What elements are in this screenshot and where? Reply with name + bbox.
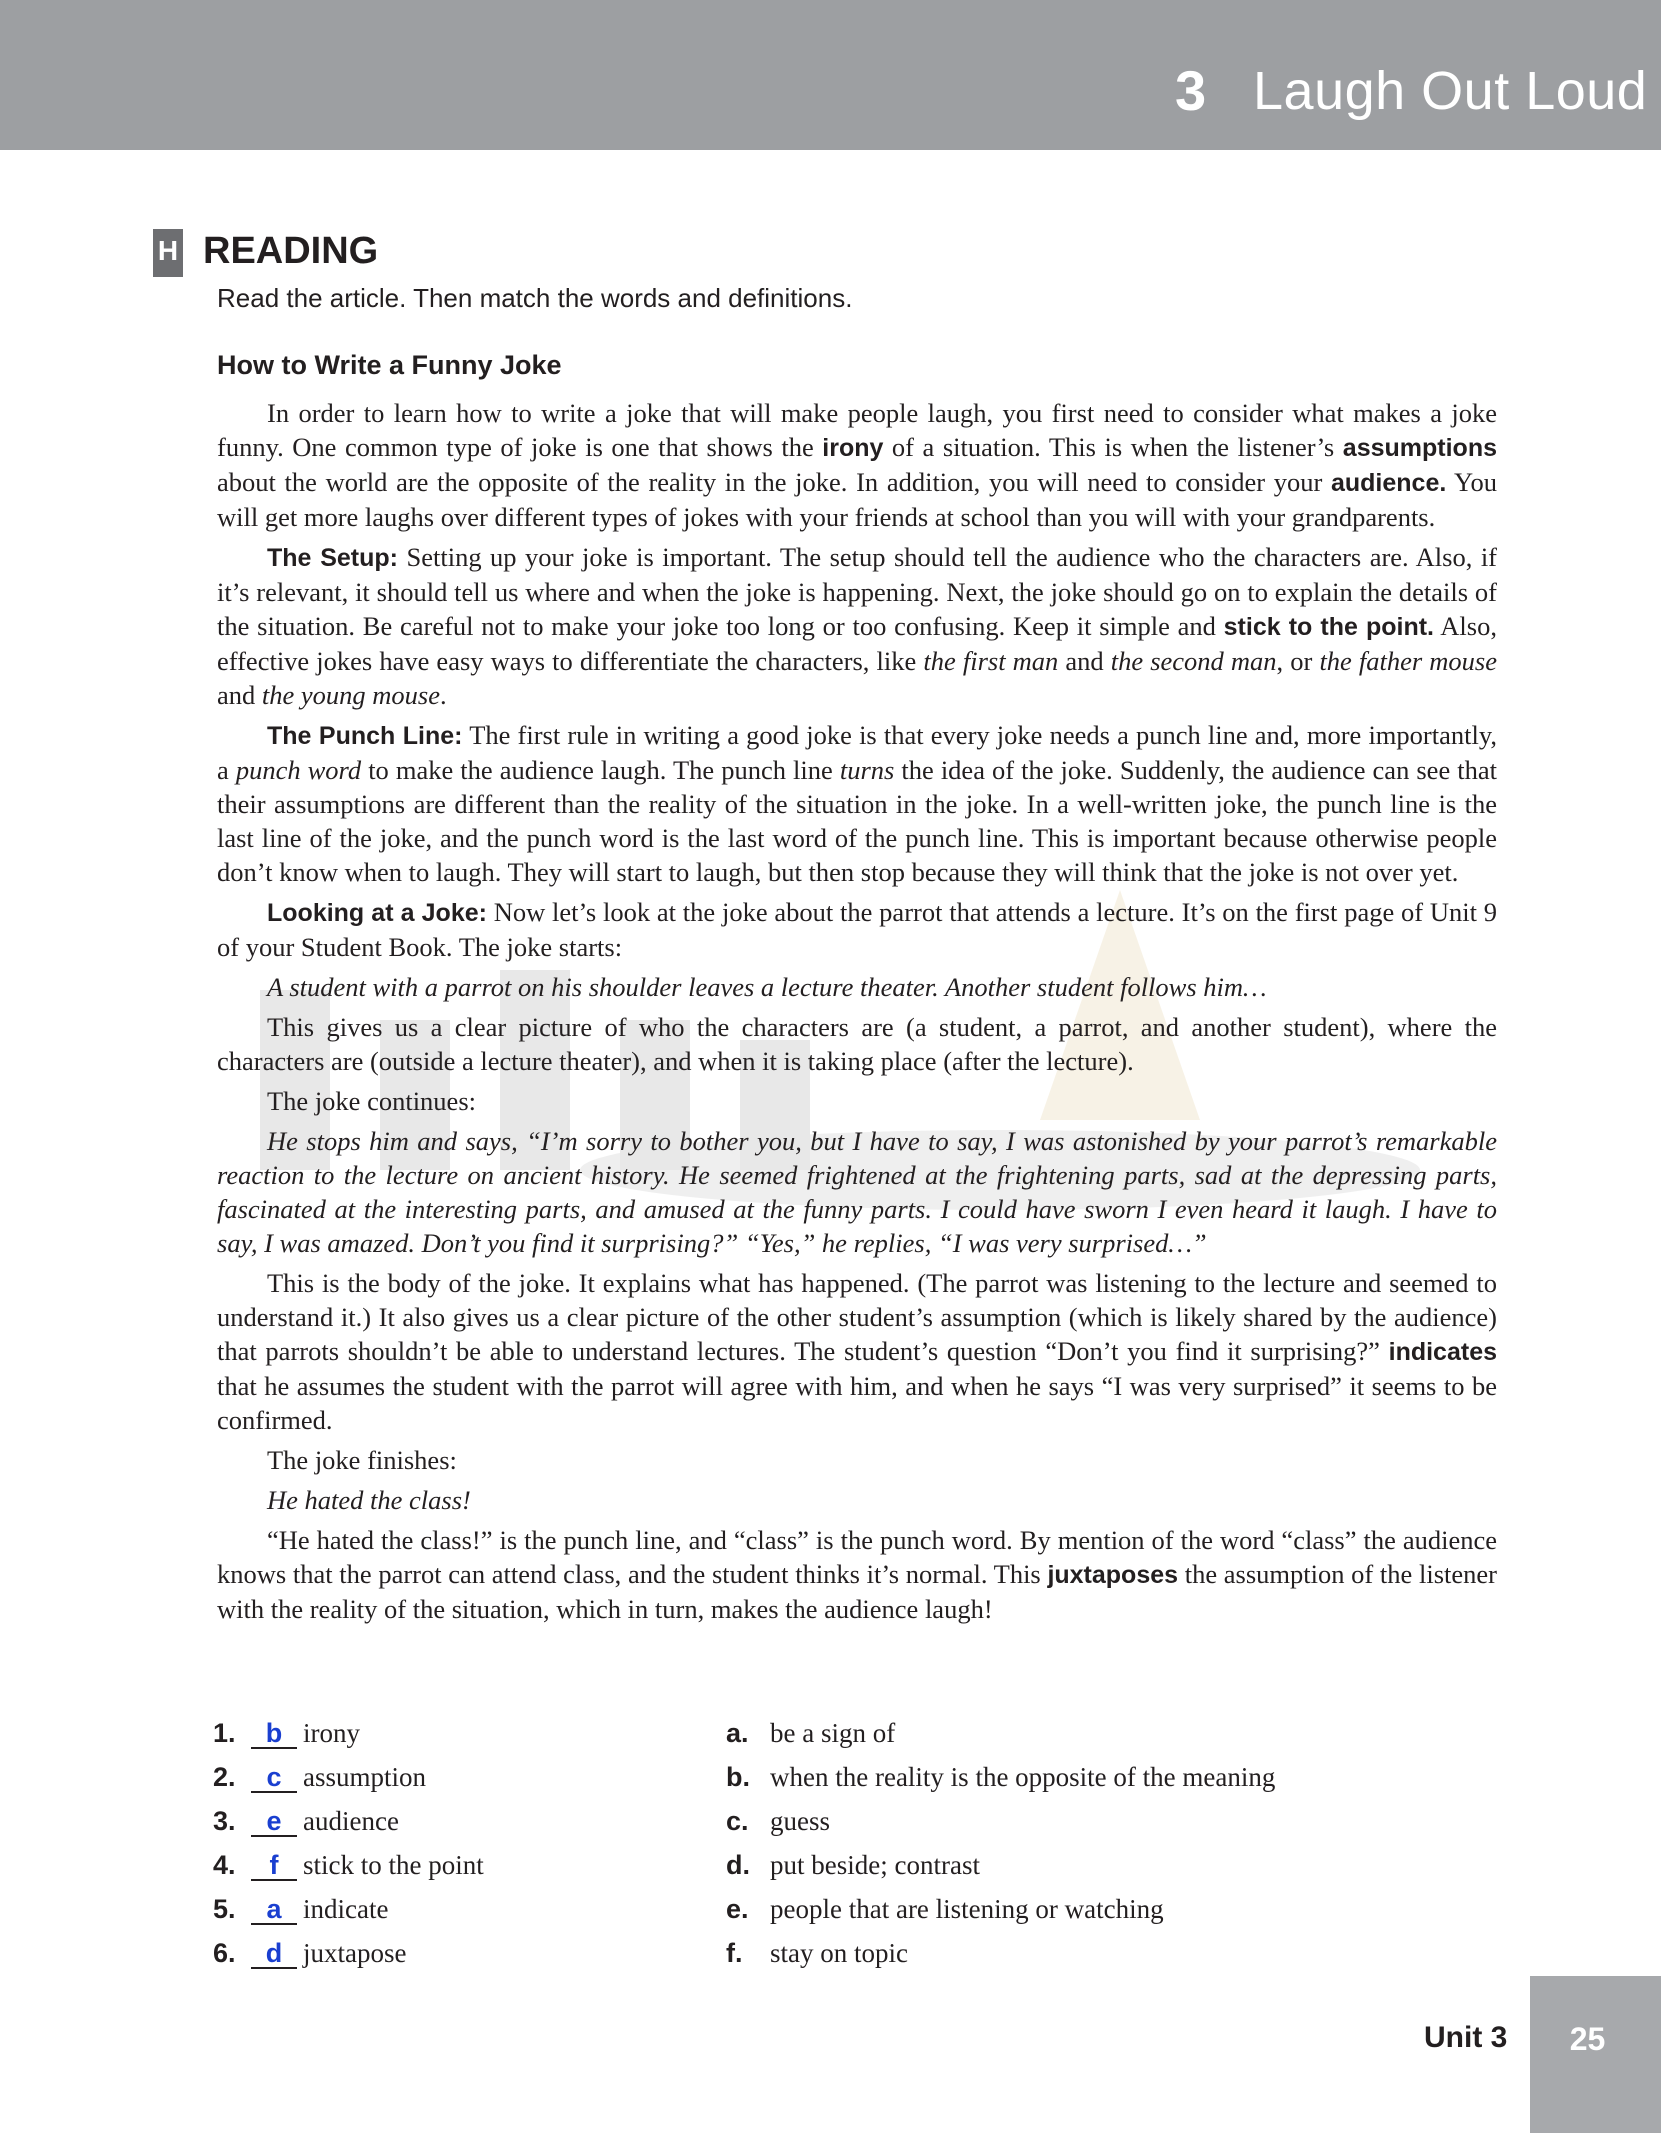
- item-number: 1.: [213, 1718, 236, 1748]
- vocab-word: indicate: [303, 1894, 389, 1924]
- text: the father mouse: [1319, 646, 1498, 676]
- definition-text: people that are listening or watching: [770, 1894, 1164, 1924]
- definition-letter: a.: [726, 1718, 749, 1748]
- vocab-irony: irony: [822, 434, 884, 462]
- text: turns: [839, 755, 895, 785]
- matching-definitions: [726, 1718, 1275, 1982]
- text: and: [1058, 646, 1111, 676]
- paragraph-conclusion: [217, 1523, 1497, 1626]
- answer-blank[interactable]: d: [251, 1939, 297, 1969]
- text: The first rule in writing a good joke is that every joke needs a punch line and, more importantly, a: [217, 720, 1497, 785]
- text: Also, effective jokes have easy ways to differentiate the characters, like: [217, 611, 1497, 676]
- vocab-indicates: indicates: [1388, 1338, 1497, 1366]
- subheading-setup: The Setup:: [267, 544, 399, 572]
- text: the idea of the joke. Suddenly, the audience can see that their assumptions are different than the reality of the situation in the joke. In a well-written joke, the punch line is the last line of the joke, and the punch word is the last word of the punch line. This is important because otherwise people don’t know when to laugh. They will start to laugh, but then stop because they will think that the joke is not over yet.: [217, 755, 1497, 887]
- list-item: [213, 1806, 484, 1850]
- list-item: [213, 1718, 484, 1762]
- text: punch word: [235, 755, 362, 785]
- article-title: How to Write a Funny Joke: [217, 350, 562, 380]
- list-item: [213, 1894, 484, 1938]
- list-item: [726, 1806, 1275, 1850]
- list-item: [726, 1938, 1275, 1982]
- text: Now let’s look at the joke about the parrot that attends a lecture. It’s on the first page of Unit 9 of your Student Book. The joke starts:: [217, 897, 1498, 962]
- list-item: [726, 1850, 1275, 1894]
- vocab-assumptions: assumptions: [1342, 434, 1497, 462]
- text: .: [440, 680, 447, 710]
- text: the second man: [1110, 646, 1277, 676]
- paragraph-punch-line: [217, 718, 1497, 889]
- item-number: 3.: [213, 1806, 236, 1836]
- definition-letter: e.: [726, 1894, 749, 1924]
- subheading-looking-at-joke: Looking at a Joke:: [267, 899, 487, 927]
- list-item: [213, 1762, 484, 1806]
- section-letter-badge: H: [153, 229, 183, 277]
- vocab-word: audience: [303, 1806, 399, 1836]
- joke-quote-body: He stops him and says, “I’m sorry to bother you, but I have to say, I was astonished by your parrot’s remarkable reaction to the lecture on ancient history. He seemed frightened at the frightening parts, sad at the depressing parts, fascinated at the interesting parts, and amused at the funny parts. I could have sworn I even heard it laugh. I have to say, I was amazed. Don’t you find it surprising?” “Yes,” he replies, “I was very surprised…”: [217, 1126, 1497, 1258]
- answer-blank[interactable]: c: [251, 1763, 297, 1793]
- paragraph-looking-at-joke: [217, 895, 1497, 964]
- vocab-audience: audience.: [1330, 469, 1447, 497]
- item-number: 4.: [213, 1850, 236, 1880]
- definition-text: when the reality is the opposite of the meaning: [770, 1762, 1276, 1792]
- article-body: [217, 396, 1497, 1632]
- paragraph-characters: This gives us a clear picture of who the characters are (a student, a parrot, and another student), where the characters are (outside a lecture theater), and when it is taking place (after the lecture).: [217, 1012, 1497, 1076]
- vocab-word: irony: [303, 1718, 360, 1748]
- text: about the world are the opposite of the reality in the joke. In addition, you will need to consider your: [217, 467, 1331, 497]
- vocab-word: assumption: [303, 1762, 427, 1792]
- paragraph-intro: [217, 396, 1497, 534]
- footer-unit-label: Unit 3: [1424, 2021, 1508, 2054]
- text: to make the audience laugh. The punch line: [361, 755, 840, 785]
- item-number: 2.: [213, 1762, 236, 1792]
- list-item: [213, 1938, 484, 1982]
- text: You will get more laughs over different types of jokes with your friends at school than you will with your grandparents.: [217, 467, 1497, 532]
- unit-title: Laugh Out Loud: [1253, 61, 1648, 121]
- vocab-word: juxtapose: [303, 1938, 407, 1968]
- paragraph-setup: [217, 540, 1497, 712]
- section-title: READING: [203, 230, 379, 272]
- vocab-stick-to-the-point: stick to the point.: [1223, 613, 1434, 641]
- vocab-juxtaposes: juxtaposes: [1047, 1561, 1179, 1589]
- text: and: [217, 680, 262, 710]
- definition-text: be a sign of: [770, 1718, 896, 1748]
- definition-letter: c.: [726, 1806, 749, 1836]
- joke-quote-start: A student with a parrot on his shoulder leaves a lecture theater. Another student follows him…: [267, 972, 1267, 1002]
- subheading-punch-line: The Punch Line:: [267, 722, 463, 750]
- unit-number: 3: [1175, 59, 1207, 122]
- definition-text: stay on topic: [770, 1938, 908, 1968]
- page-number: 25: [1569, 2021, 1606, 2057]
- answer-blank[interactable]: b: [251, 1719, 297, 1749]
- definition-letter: b.: [726, 1762, 750, 1792]
- definition-letter: d.: [726, 1850, 750, 1880]
- list-item: [726, 1894, 1275, 1938]
- list-item: [213, 1850, 484, 1894]
- matching-words: [213, 1718, 484, 1982]
- answer-blank[interactable]: f: [251, 1851, 297, 1881]
- instructions: Read the article. Then match the words and definitions.: [217, 283, 853, 313]
- answer-blank[interactable]: e: [251, 1807, 297, 1837]
- text: This is the body of the joke. It explains what has happened. (The parrot was listening to the lecture and seemed to understand it.) It also gives us a clear picture of the other student’s assumption (which is likely shared by the audience) that parrots shouldn’t be able to understand lectures. The student’s question “Don’t you find it surprising?”: [217, 1268, 1497, 1366]
- text: the young mouse: [261, 680, 440, 710]
- paragraph-continues: The joke continues:: [267, 1086, 476, 1116]
- paragraph-body-explanation: [217, 1266, 1497, 1437]
- definition-text: guess: [770, 1806, 830, 1836]
- text: that he assumes the student with the parrot will agree with him, and when he says “I was very surprised” it seems to be confirmed.: [217, 1371, 1497, 1435]
- text: In order to learn how to write a joke that will make people laugh, you first need to consider what makes a joke funny. One common type of joke is one that shows the: [217, 398, 1497, 462]
- definition-letter: f.: [726, 1938, 743, 1968]
- item-number: 6.: [213, 1938, 236, 1968]
- vocab-word: stick to the point: [303, 1850, 484, 1880]
- item-number: 5.: [213, 1894, 236, 1924]
- paragraph-finishes: The joke finishes:: [267, 1445, 457, 1475]
- joke-quote-end: He hated the class!: [267, 1485, 471, 1515]
- text: the first man: [923, 646, 1059, 676]
- list-item: [726, 1762, 1275, 1806]
- text: “He hated the class!” is the punch line, and “class” is the punch word. By mention of the word “class” the audience knows that the parrot can attend class, and the student thinks it’s normal. This: [217, 1525, 1497, 1589]
- definition-text: put beside; contrast: [770, 1850, 980, 1880]
- text: the assumption of the listener with the reality of the situation, which in turn, makes the audience laugh!: [217, 1559, 1497, 1624]
- text: , or: [1276, 646, 1320, 676]
- answer-blank[interactable]: a: [251, 1895, 297, 1925]
- text: of a situation. This is when the listener’s: [883, 432, 1343, 462]
- list-item: [726, 1718, 1275, 1762]
- text: Setting up your joke is important. The setup should tell the audience who the characters are. Also, if it’s relevant, it should tell us where and when the joke is happening. Next, the joke should go on to explain the details of the situation. Be careful not to make your joke too long or too confusing. Keep it simple and: [217, 542, 1498, 641]
